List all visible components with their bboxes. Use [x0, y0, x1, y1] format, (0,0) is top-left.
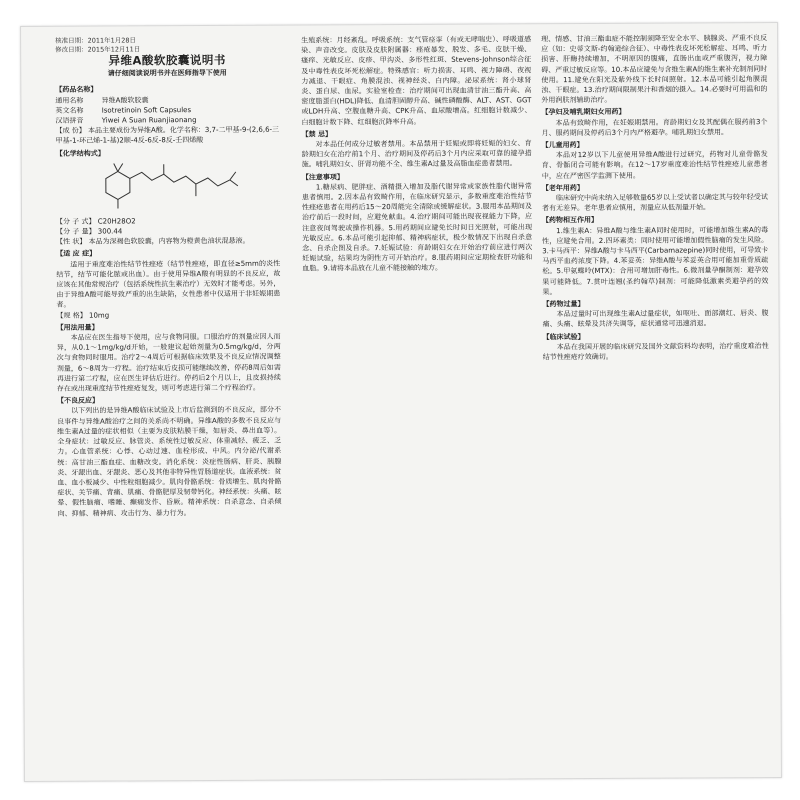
indications-heading: 【适 应 症】 — [56, 250, 97, 259]
pediatric-heading: 【儿童用药】 — [541, 141, 584, 150]
pregnancy-text: 本品有致畸作用，在妊娠期禁用。育龄期妇女及其配偶在服药前3个月、服药期间及停药后3个月内严格避孕。哺乳期妇女禁用。 — [541, 117, 768, 138]
molecular-formula: 【分 子 式】 C20H28O2 — [56, 217, 136, 226]
indications-text: 适用于重度难治性结节性痤疮（结节性痤疮，即直径≥5mm的炎性结节，结节可能化脓或出血）。由于使用异维A酸有明显的不良反应，故应该在其他常规治疗（包括系统性抗生素治疗）无效时才能考虑。另外，由于异维A酸可能导致严重的出生缺陷，女性患者中仅适用于非妊娠期患者。 — [56, 259, 281, 310]
document-title: 异维A酸软胶囊说明书 — [108, 52, 226, 68]
english-name-label: 英文名称 — [55, 106, 84, 115]
column-right — [541, 33, 771, 770]
precautions-heading: 【注意事项】 — [301, 172, 344, 182]
generic-name-value: 异维A酸软胶囊 — [101, 95, 149, 105]
dosage-heading: 【用法用量】 — [56, 323, 99, 332]
dosage-text: 本品应在医生指导下使用，应与食物同服。口服治疗的剂量应因人而异，从0.1～1mg/kg/d开始，一般建议起始剂量为0.5mg/kg/d，分两次与食物同时服用。治疗2～4周后可根据临床效果及不良反应情况调整剂量，6～8周为一疗程。治疗结束后皮损可能继续改善，停药8周后如需再进行第二疗程，应在医生评估后进行。停药后2个月以上，且皮损持续存在或出现重度结节性痤疮复发，则可考虑进行第二个疗程治疗。 — [56, 332, 281, 393]
approval-date: 核准日期：2011年1月28日 — [55, 36, 137, 45]
generic-name-label: 通用名称 — [55, 96, 84, 105]
pinyin-name-value: Yiwei A Suan Ruanjiaonang — [101, 116, 197, 125]
column-left — [55, 36, 283, 773]
character-text: 【性 状】 本品为深褐色软胶囊，内容物为橙黄色油状混悬液。 — [56, 237, 250, 247]
structure-heading: 【化学结构式】 — [55, 149, 105, 158]
chemical-structure-figure — [56, 157, 280, 216]
adverse-reactions-text: 以下列出的是异维A酸临床试验及上市后监测到的不良反应，部分不良事件与异维A酸治疗之间的关系尚不明确。异维A酸的多数不良反应与维生素A过量的症状相似（主要为皮肤粘膜干燥，如唇炎、鼻出血等）。全身症状：过敏反应、脉管炎、系统性过敏反应、体重减轻、疲乏、乏力。心血管系统：心悸、心动过速、血栓形成、中风。内分泌/代谢系统：高甘油三酯血症、血糖改变。消化系统：炎症性肠病、肝炎、胰腺炎、牙龈出血、牙龈炎、恶心及其他非特异性胃肠道症状。血液系统：贫血、血小板减少、中性粒细胞减少。肌肉骨骼系统：骨质增生、肌肉骨骼症状、关节痛、背痛、肌痛、骨骼肥厚及韧带钙化。神经系统：头痛、眩晕、假性脑瘤、嗜睡、癫痫发作、昏厥。精神系统：自杀意念、自杀倾向、抑郁、精神病、攻击行为、暴力行为。 — [57, 406, 282, 518]
interactions-heading: 【药物相互作用】 — [542, 216, 599, 225]
adverse-reactions-heading: 【不良反应】 — [56, 396, 100, 406]
clinical-trials-heading: 【临床试验】 — [542, 332, 585, 341]
geriatric-heading: 【老年用药】 — [541, 183, 584, 193]
interactions-text: 1.维生素A：异维A酸与维生素A同时使用时，可能增加维生素A的毒性，应避免合用。2.四环素类：同时使用可能增加假性脑瘤的发生风险。3.卡马西平：异维A酸与卡马西平(Carbamazepine)同时使用，可导致卡马西平血药浓度下降。4.苯妥英：异维A酸与苯妥英合用可能加重骨质疏松。5.甲氨蝶呤(MTX)：合用可增加肝毒性。6.微剂量孕酮制剂：避孕效果可能降低。7.贯叶连翘(圣约翰草)制剂：可能降低激素类避孕药的效果。 — [542, 225, 769, 297]
usage-notice: 请仔细阅读说明书并在医师指导下使用 — [107, 69, 227, 78]
english-name-value: Isotretinoin Soft Capsules — [101, 105, 192, 115]
pediatric-text: 本品对12岁以下儿童使用异维A酸进行过研究，药物对儿童骨骼发育、骨骺闭合可能有影响。在12～17岁重度难治性结节性痤疮儿童患者中，应在严密医学监测下使用。 — [541, 150, 768, 180]
revision-date: 修改日期：2015年12月11日 — [55, 45, 141, 54]
ingredients: 【成 份】 本品主要成份为异维A酸。化学名称：3,7-二甲基-9-(2,6,6-三甲基-1-环己烯-1-基)2顺-4反-6反-8反-壬四烯酸 — [55, 125, 280, 146]
precautions-text: 1.糖尿病、肥胖症、酒精摄入增加及脂代谢异常或家族性脂代谢异常患者慎用。2.因本品有致畸作用，在临床研究显示，多数重度难治性结节性痤疮患者在用药后15～20周能完全清除或缓解症状。3.服用本品期间及治疗前后一段时间，应避免献血。4.治疗期间可能出现夜视能力下降，应注意夜间驾驶或操作机器。5.用药期间应避免长时间日光照射，可能出现光敏反应。6.本品可能引起抑郁、精神病症状，极少数情况下出现自杀意念、自杀企图及自杀。7.妊娠试验：育龄期妇女在开始治疗前应进行两次妊娠试验，结果均为阴性方可开始治疗。8.服药期间应定期检查肝功能和血脂。9.请将本品放在儿童不能接触的地方。 — [301, 182, 533, 273]
contraindications-text: 对本品任何成分过敏者禁用。本品禁用于妊娠或即将妊娠的妇女、育龄期妇女在治疗前1个月、治疗期间及停药后3个月内应采取可靠的避孕措施。哺乳期妇女、肝肾功能不全、维生素A过量及高脂血症患者禁用。 — [301, 139, 532, 169]
molecular-weight: 【分 子 量】 300.44 — [56, 227, 123, 236]
leaflet-sheet — [20, 22, 782, 782]
specification: 【规 格】 10mg — [56, 311, 110, 320]
drug-name-heading: 【药品名称】 — [55, 85, 98, 95]
geriatric-text: 临床研究中尚未纳入足够数量65岁以上受试者以确定其与较年轻受试者有无差异。老年患者应慎用，剂量应从低剂量开始。 — [541, 193, 768, 213]
clinical-trials-text: 本品在我国开展的临床研究及国外文献资料均表明，治疗重度难治性结节性痤疮疗效确切。 — [542, 341, 769, 362]
precautions-continued: 理、情感、甘油三酯血症不能控制须降至安全水平、胰腺炎、严重不良反应（如：史蒂文斯-约翰逊综合征）、中毒性表皮坏死松解症、耳鸣、听力损害、肝酶持续增加，不明原因的腹痛，直肠出血或严重腹泻，视力障碍、严重过敏反应等。10.本品应避免与含维生素A的维生素补充制剂同时使用。11.避免在阳光及紫外线下长时间照射。12.本品可能引起角膜混浊、干眼症。13.治疗期间限制果汁和香烟的摄入。14.必要时可用温和的外用润肤剂辅助治疗。 — [541, 34, 768, 105]
overdose-heading: 【药物过量】 — [542, 300, 585, 309]
contraindications-heading: 【禁 忌】 — [301, 130, 333, 139]
adverse-reactions-continued: 生殖系统：月经紊乱。呼吸系统：支气管痉挛（有或无哮喘史）、呼吸道感染、声音改变。皮肤及皮肤附属器：痤疮暴发、脱发、多毛、皮肤干燥、瘙痒、光敏反应、皮疹、甲沟炎、多形性红斑、Stevens-Johnson综合征及中毒性表皮坏死松解症。特殊感官：听力损害、耳鸣、视力障碍、夜视力减退、干眼症、角膜混浊、视神经炎、白内障。泌尿系统：肾小球肾炎、蛋白尿、血尿。实验室检查：治疗期间可出现血清甘油三酯升高、高密度脂蛋白(HDL)降低、血清胆固醇升高、碱性磷酸酶、ALT、AST、GGT或LDH升高、空腹血糖升高、CPK升高、血尿酸增高。红细胞计数减少、白细胞计数下降、红细胞沉降率升高。 — [301, 35, 532, 127]
pinyin-name-label: 汉语拼音 — [55, 116, 84, 125]
pregnancy-heading: 【孕妇及哺乳期妇女用药】 — [541, 108, 626, 117]
chemical-structure-drawing — [92, 158, 242, 215]
column-middle — [301, 34, 535, 771]
overdose-text: 本品过量时可出现维生素A过量症状，如呕吐、面部潮红、唇炎、腹痛、头痛、眩晕及共济失调等，症状通常可迅速消退。 — [542, 309, 769, 329]
